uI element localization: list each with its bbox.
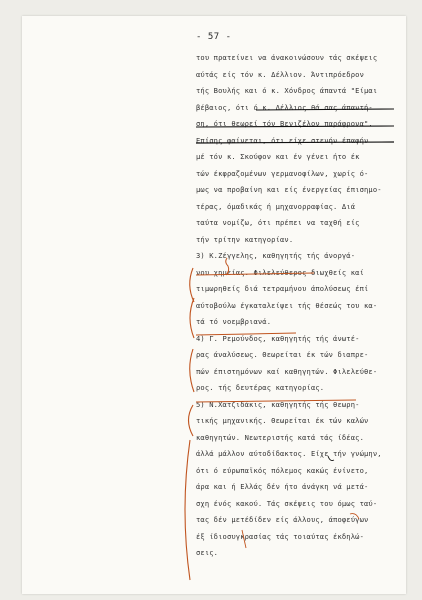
text-line: αύτοβούλω έγκαταλείψει τής θέσεώς του κα- <box>196 300 378 310</box>
text-line: του πρατείνει να άνακοινώσουν τάς σκέψεις <box>196 53 378 62</box>
text-line: έξ ίδιοσυγκρασίας τάς τοιαύτας έκδηλώ- <box>196 531 364 541</box>
text-line: σεις. <box>196 548 219 557</box>
text-line: 4) Γ. Ρεμούνδος, καθηγητής τής άνωτέ- <box>196 333 360 343</box>
text-line: ότι ό εύρωπαϊκός πόλεμος κακώς ένίνετο, <box>196 465 369 475</box>
text-line: αύτάς είς τόν κ. Δέλλιον. Άντιπρόεδρον <box>196 69 364 79</box>
text-line: τής Βουλής και ό κ. Χόνδρος άπαντά "Είμαι <box>196 86 378 95</box>
text-line: τικής μηχανικής. Θεωρείται έκ τών καλών <box>196 416 369 425</box>
text-line: άλλά μάλλον αύτοδίδακτος. Είχε τήν γνώμην, <box>196 449 382 458</box>
text-line: ρας άναλύσεως. Θεωρείται έκ τών διαπρε- <box>196 350 369 359</box>
text-line: τήν τρίτην κατηγορίαν. <box>196 234 294 244</box>
text-line: ση, ότι θεωρεί τόν Βενιζέλον παράφρονα". <box>196 119 373 128</box>
text-line: τας δέν μετέδίδεν είς άλλους, άποφεύγων <box>196 515 369 524</box>
text-line: 3) Κ.Ζέγγελης, καθηγητής τής άνοργά- <box>196 251 356 260</box>
text-line: άρα και ή Ελλάς δέν ήτο άνάγκη νά μετά- <box>196 482 369 491</box>
text-line: τών έκφραζομένων γερμανοφίλων, χωρίς ό- <box>196 168 369 178</box>
text-line: ταύτα νομίζω, ότι πρέπει να ταχθή είς <box>196 218 360 227</box>
typed-text-body <box>196 50 396 562</box>
text-line: τά τό νοεμβριανά. <box>196 317 272 326</box>
text-line: 5) Ν.Χατζιδάκις, καθηγητής τής θεωρη- <box>196 399 360 409</box>
text-line: τέρας, όμαδικάς ή μηχανορραφίας. Διά <box>196 201 356 211</box>
text-line: μέ τόν κ. Σκούφον και έν γένει ήτο έκ <box>196 152 360 161</box>
text-line: ρος. τής δευτέρας κατηγορίας. <box>196 383 325 392</box>
text-line: μως να προβαίνη και είς ένεργείας έπισημο- <box>196 185 382 194</box>
text-line: Επίσης φαίνεται, ότι είχε στενήν έπαφήν <box>196 135 369 145</box>
text-line: τιμωρηθείς διά τετραμήνου άπολύσεως έπί <box>196 284 369 293</box>
text-line: βέβαιος, ότι ό κ. Δέλλιος θά σας άπαντή- <box>196 102 373 112</box>
text-line: σχη ένός κακού. Τάς σκέψεις του όμως ταύ- <box>196 498 378 508</box>
text-line: πών έπιστημόνων καί καθηγητών. Φιλελεύθε- <box>196 366 378 376</box>
text-line: καθηγητών. Νεωτεριστής κατά τάς ίδέας. <box>196 432 364 442</box>
page-number: - 57 - <box>196 32 232 42</box>
text-line: νου χημείας. Φιλελεύθερος διωχθείς καί <box>196 267 364 277</box>
